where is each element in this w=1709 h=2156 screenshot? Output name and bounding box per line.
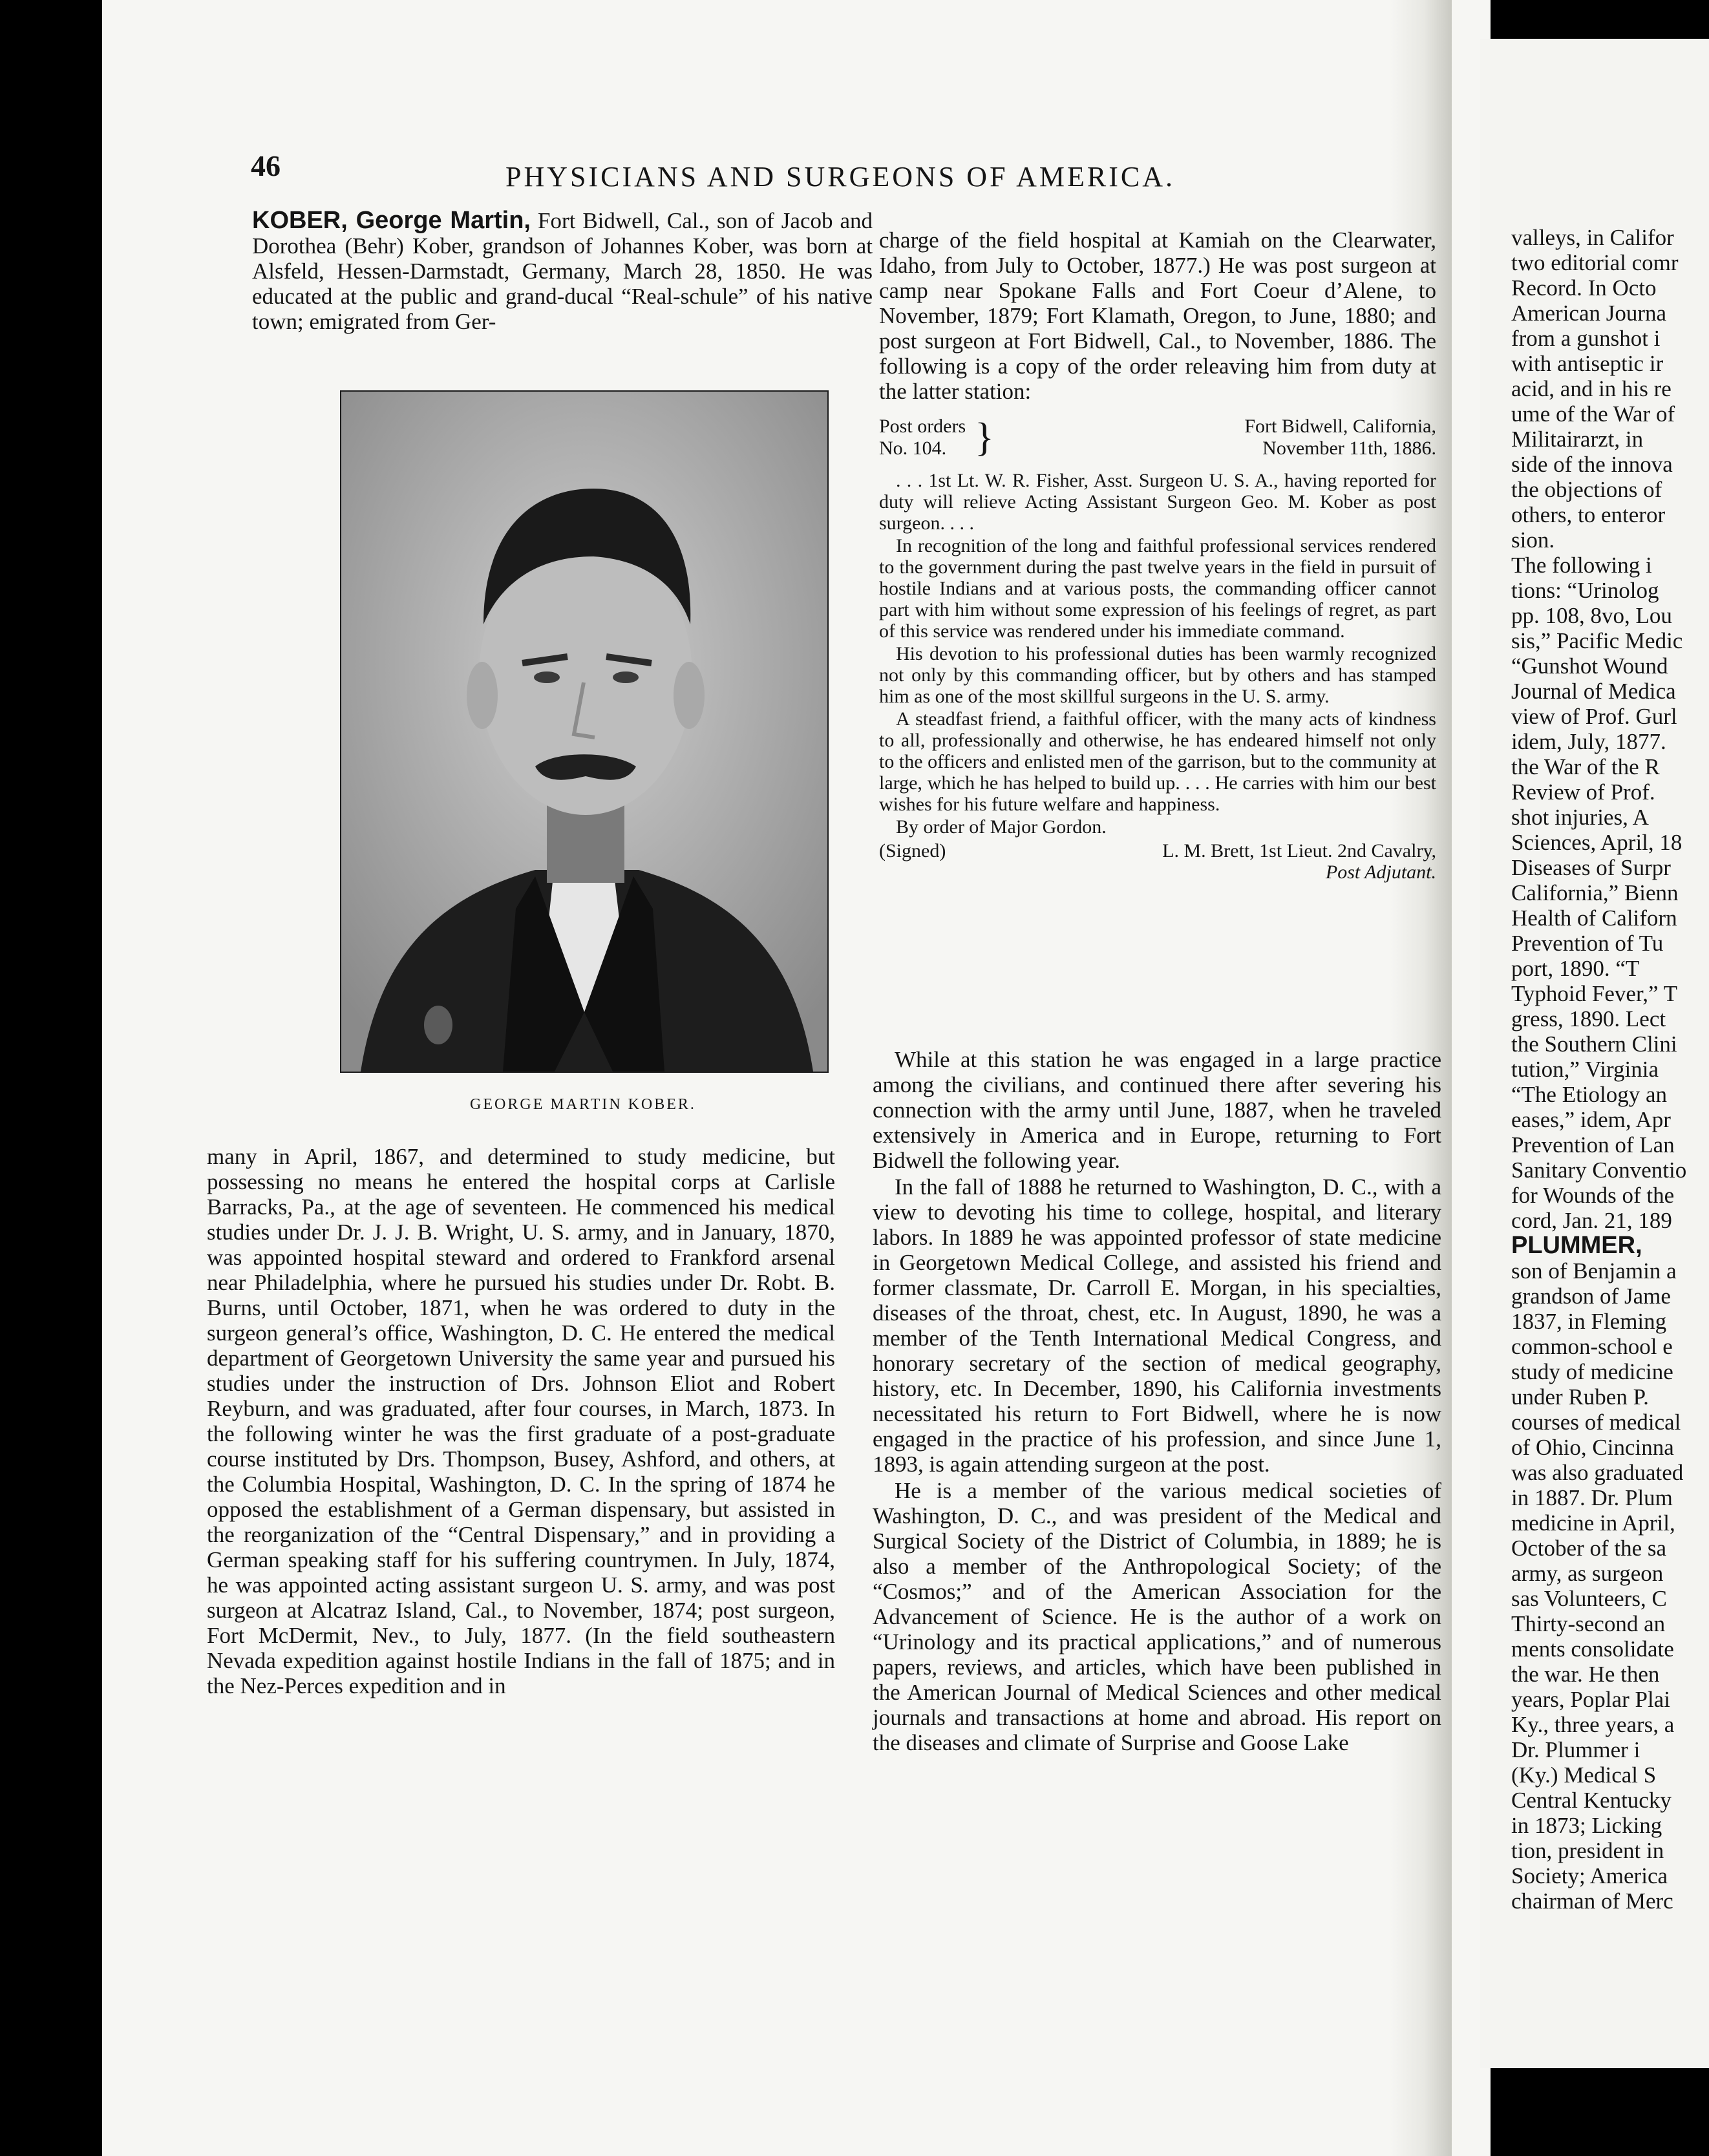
right-page-line: others, to enteror	[1511, 502, 1666, 527]
post-order-date: November 11th, 1886.	[1262, 438, 1436, 459]
right-page-line: sion.	[1511, 527, 1555, 553]
right-page-line: grandson of Jame	[1511, 1284, 1671, 1309]
running-head: PHYSICIANS AND SURGEONS OF AMERICA.	[505, 161, 1176, 193]
post-order-header	[879, 416, 1436, 460]
right-page-line: in 1887. Dr. Plum	[1511, 1485, 1673, 1510]
column-1-continued	[207, 1144, 835, 1700]
right-page-line: Record. In Octo	[1511, 275, 1657, 301]
right-page-line: tions: “Urinolog	[1511, 578, 1659, 603]
right-page-line: acid, and in his re	[1511, 376, 1672, 401]
right-page-line: common-school e	[1511, 1334, 1673, 1359]
right-page-line: Journal of Medica	[1511, 679, 1676, 704]
post-order-place: Fort Bidwell, California,	[1244, 416, 1436, 437]
signed-label: (Signed)	[879, 840, 946, 861]
page-number: 46	[251, 149, 281, 182]
right-page-line: tion, president in	[1511, 1838, 1664, 1863]
right-page-line: pp. 108, 8vo, Lou	[1511, 603, 1672, 628]
column-2-paragraph-3: He is a member of the various medical societies of Washington, D. C., and was president of the Medical and Surgical Society of the District of Columbia, in 1889; he is also a member of the Anthropological Society; of the “Cosmos;” and of the American Association for the Advancement of Science. He is the author of a work on “Urinology and its practical applications,” and of numerous papers, reviews, and articles, which have been published in the American Journal of Medical Sciences and other medical journals and transactions at home and abroad. His report on the diseases and climate of Surprise and Goose Lake	[873, 1478, 1441, 1755]
right-page-line: (Ky.) Medical S	[1511, 1762, 1657, 1788]
right-page-line: Typhoid Fever,” T	[1511, 981, 1677, 1006]
column-2-continued	[873, 1047, 1441, 1757]
right-page-line: the War of the R	[1511, 754, 1660, 779]
column-2-paragraph-2: In the fall of 1888 he returned to Washington, D. C., with a view to devoting his time to college, hospital, and literary labors. In 1889 he was appointed professor of state medicine in Georgetown Medical College, and assisted his friend and former classmate, Dr. Carroll E. Morgan, in his specialties, diseases of the throat, chest, etc. In August, 1890, he was a member of the Tenth International Medical Congress, and honorary secretary of the section of medical geography, history, etc. In December, 1890, his California investments necessitated his return to Fort Bidwell, where he is now engaged in the practice of his profession, and since June 1, 1893, is again attending surgeon at the post.	[873, 1174, 1441, 1477]
post-order-place-date	[1244, 416, 1436, 460]
right-page-line: port, 1890. “T	[1511, 956, 1640, 981]
post-order-number: No. 104.	[879, 438, 947, 459]
right-page-line: in 1873; Licking	[1511, 1813, 1662, 1838]
portrait-image	[341, 392, 827, 1072]
post-order	[879, 416, 1436, 883]
entry-intro-text: Fort Bidwell, Cal., son of Jacob and Dorothea (Behr) Kober, grandson of Johannes Kober, was born at Alsfeld, Hessen-Darmstadt, Germany, March 28, 1850. He was educated at the public and grand-ducal “Real-schule” of his native town; emigrated from Ger-	[252, 208, 873, 334]
right-page-line: from a gunshot i	[1511, 326, 1661, 351]
post-order-signature	[879, 840, 1436, 861]
post-order-by-order: By order of Major Gordon.	[896, 816, 1107, 838]
right-page-line: Sanitary Conventio	[1511, 1157, 1687, 1183]
entry-name: KOBER, George Martin,	[252, 207, 531, 234]
right-page-column	[1511, 225, 1709, 1914]
right-page-line: The following i	[1511, 553, 1652, 578]
right-page-line: years, Poplar Plai	[1511, 1687, 1670, 1712]
right-page-line: son of Benjamin a	[1511, 1258, 1677, 1284]
right-page-line: of Ohio, Cincinna	[1511, 1435, 1674, 1460]
right-page-line: army, as surgeon	[1511, 1561, 1664, 1586]
right-page-line: “The Etiology an	[1511, 1082, 1668, 1107]
right-page-line: American Journa	[1511, 301, 1667, 326]
column-1-paragraph: many in April, 1867, and determined to study medicine, but possessing no means he entered the hospital corps at Carlisle Barracks, Pa., at the age of seventeen. He commenced his medical studies under Dr. J. J. B. Wright, U. S. army, and in January, 1870, was appointed hospital steward and ordered to Frankford arsenal near Philadelphia, where he pursued his studies under Dr. Robt. B. Burns, until October, 1871, when he was ordered to duty in the surgeon general’s office, Washington, D. C. He entered the medical department of Georgetown University the same year and pursued his studies under the instruction of Drs. Johnson Eliot and Robert Reyburn, and was graduated, after four courses, in March, 1873. In the following winter he was the first graduate of a post-graduate course instituted by Drs. Thompson, Busey, Ashford, and others, at the Columbia Hospital, Washington, D. C. In the spring of 1874 he opposed the establishment of a German dispensary, but assisted in the reorganization of the “Central Dispensary,” and in providing a German speaking staff for his suffering countrymen. In July, 1874, he was appointed acting assistant surgeon U. S. army, and was post surgeon at Alcatraz Island, Cal., to November, 1874; post surgeon, Fort McDermit, Nev., to July, 1877. (In the field southeastern Nevada expedition against hostile Indians in the fall of 1875; and in the Nez-Perces expedition and in	[207, 1144, 835, 1698]
right-page-line: eases,” idem, Apr	[1511, 1107, 1671, 1132]
right-page-line: October of the sa	[1511, 1536, 1667, 1561]
post-order-label-line-1: Post orders	[879, 416, 966, 437]
right-page-line: 1837, in Fleming	[1511, 1309, 1667, 1334]
right-page-line: California,” Bienn	[1511, 880, 1679, 905]
right-page-line: “Gunshot Wound	[1511, 653, 1668, 679]
right-page-line: courses of medical	[1511, 1410, 1681, 1435]
right-page-line: sas Volunteers, C	[1511, 1586, 1667, 1611]
post-order-label	[879, 416, 994, 460]
right-page-line: sis,” Pacific Medic	[1511, 628, 1683, 653]
entry-intro-paragraph	[252, 208, 873, 334]
right-page-line: Health of Californ	[1511, 905, 1677, 931]
right-page-line: Review of Prof.	[1511, 779, 1655, 805]
post-order-paragraph-4: A steadfast friend, a faithful officer, with the many acts of kindness to all, professionally and otherwise, he has endeared himself not only to the officers and enlisted men of the garrison, but to the community at large, which he has helped to build up. . . . He carries with him our best wishes for his future welfare and happiness.	[879, 708, 1436, 815]
portrait-caption: GEORGE MARTIN KOBER.	[470, 1096, 696, 1113]
brace-glyph: }	[975, 416, 994, 460]
right-page-line: under Ruben P.	[1511, 1384, 1649, 1410]
right-page-line: valleys, in Califor	[1511, 225, 1674, 250]
right-page-line: Central Kentucky	[1511, 1788, 1672, 1813]
right-page-line: gress, 1890. Lect	[1511, 1006, 1666, 1031]
right-page-line: two editorial comr	[1511, 250, 1679, 275]
right-page-line: side of the innova	[1511, 452, 1673, 477]
column-2	[879, 227, 1436, 883]
column-2-opening: charge of the field hospital at Kamiah on the Clearwater, Idaho, from July to October, 1877.) He was post surgeon at camp near Spokane Falls and Fort Coeur d’Alene, to November, 1879; Fort Klamath, Oregon, to June, 1880; and post surgeon at Fort Bidwell, Cal., to November, 1886. The following is a copy of the order releaving him from duty at the latter station:	[879, 227, 1436, 404]
right-page-line: Society; America	[1511, 1863, 1668, 1888]
right-page-line: cord, Jan. 21, 189	[1511, 1208, 1672, 1233]
signer-name: L. M. Brett, 1st Lieut. 2nd Cavalry,	[1162, 840, 1436, 861]
right-page-line: Prevention of Tu	[1511, 931, 1664, 956]
right-page-line: Diseases of Surpr	[1511, 855, 1671, 880]
right-page-line: the war. He then	[1511, 1662, 1660, 1687]
right-page	[1480, 39, 1709, 2068]
right-page-line: PLUMMER,	[1511, 1232, 1642, 1259]
right-page-line: chairman of Merc	[1511, 1888, 1673, 1914]
signer-title: Post Adjutant.	[1325, 861, 1436, 883]
column-2-paragraph-1: While at this station he was engaged in a large practice among the civilians, and continued there after severing his connection with the army until June, 1887, when he traveled extensively in America and in Europe, returning to Fort Bidwell the following year.	[873, 1047, 1441, 1173]
portrait-photo	[340, 390, 829, 1073]
right-page-line: medicine in April,	[1511, 1510, 1675, 1536]
right-page-line: Militairarzt, in	[1511, 427, 1644, 452]
right-page-line: was also graduated	[1511, 1460, 1684, 1485]
right-page-line: ume of the War of	[1511, 401, 1675, 427]
right-page-line: idem, July, 1877.	[1511, 729, 1666, 754]
right-page-line: Dr. Plummer i	[1511, 1737, 1640, 1762]
right-page-line: tution,” Virginia	[1511, 1057, 1659, 1082]
post-order-paragraph-2: In recognition of the long and faithful professional services rendered to the government during the past twelve years in the field in pursuit of hostile Indians and at various posts, the commanding officer cannot part with him without some expression of his feelings of regret, as part of this service was rendered under his immediate command.	[879, 535, 1436, 642]
entry-intro	[252, 208, 873, 335]
right-page-line: Ky., three years, a	[1511, 1712, 1675, 1737]
right-page-line: the objections of	[1511, 477, 1662, 502]
right-page-line: ments consolidate	[1511, 1636, 1674, 1662]
right-page-line: the Southern Clini	[1511, 1031, 1677, 1057]
right-page-line: Thirty-second an	[1511, 1611, 1666, 1636]
post-order-paragraph-3: His devotion to his professional duties has been warmly recognized not only by this commanding officer, but by others and has stamped him as one of the most skillful surgeons in the U. S. army.	[879, 643, 1436, 707]
right-page-line: shot injuries, A	[1511, 805, 1649, 830]
right-page-line: study of medicine	[1511, 1359, 1673, 1384]
right-page-line: Sciences, April, 18	[1511, 830, 1682, 855]
right-page-line: Prevention of Lan	[1511, 1132, 1675, 1157]
post-order-paragraph-1: . . . 1st Lt. W. R. Fisher, Asst. Surgeon U. S. A., having reported for duty will relieve Acting Assistant Surgeon Geo. M. Kober as post surgeon. . . .	[879, 470, 1436, 534]
right-page-line: view of Prof. Gurl	[1511, 704, 1677, 729]
right-page-line: for Wounds of the	[1511, 1183, 1675, 1208]
right-page-line: with antiseptic ir	[1511, 351, 1664, 376]
